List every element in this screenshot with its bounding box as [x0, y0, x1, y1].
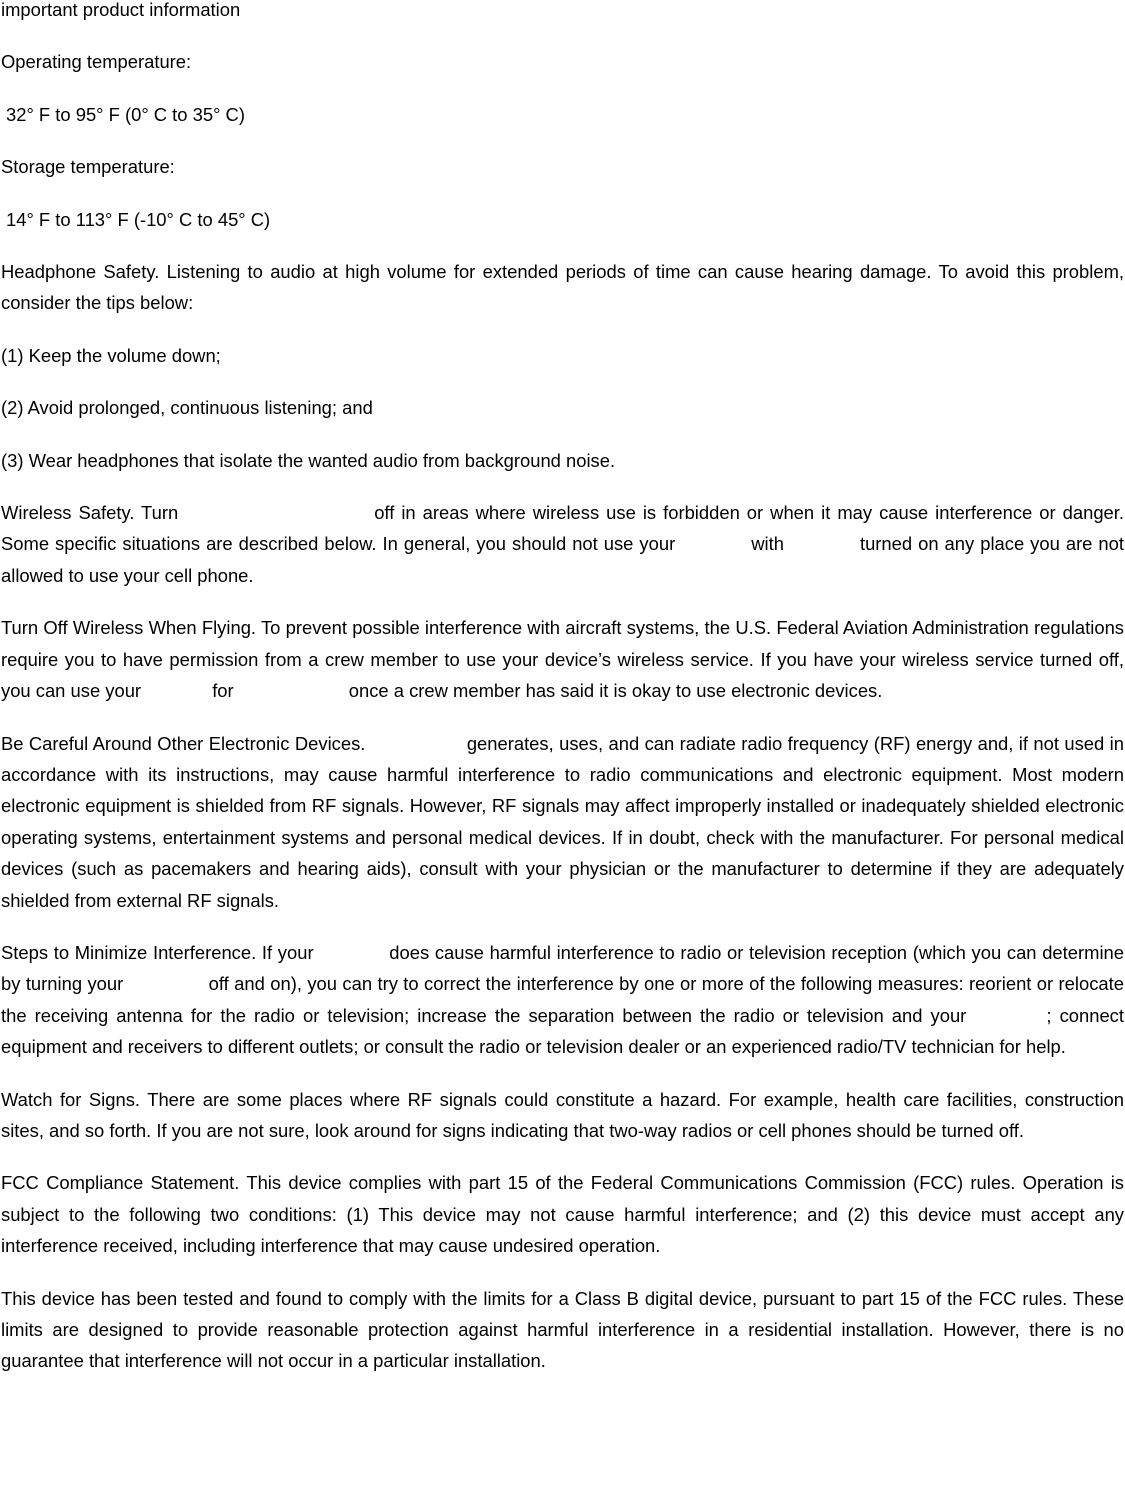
flying-text-a: Turn Off Wireless When Flying. To prevent possible interference with aircraft systems, the U.S. Federal Aviation Administration regulations require you to have permission from a crew member to use your device’s wireless service. If you have your wireless service turned off, you can use your [1, 617, 1124, 702]
document-heading: important product information [1, 0, 241, 20]
steps-text-b: does cause harmful interference to radio or television reception (which you can determine by turning your [1, 941, 1124, 995]
fcc-compliance-paragraph: FCC Compliance Statement. This device complies with part 15 of the Federal Communications Commission (FCC) rules. Operation is subject to the following two conditions: (1) This device may not cause harmful interference; and (2) this device must accept any interference received, including interference that may cause undesired operation. [1, 1172, 1124, 1257]
tip-3: (3) Wear headphones that isolate the wanted audio from background noise. [1, 449, 616, 471]
operating-temperature-label: Operating temperature: [1, 51, 192, 73]
careful-text-b: generates, uses, and can radiate radio frequency (RF) energy and, if not used in accordance with its instructions, may cause harmful interference to radio communications and electronic equipment. Most modern electronic equipment is shielded from RF signals. However, RF signals may affect improperly installed or inadequately shielded electronic operating systems, entertainment systems and personal medical devices. If in doubt, check with the manufacturer. For personal medical devices (such as pacemakers and hearing aids), consult with your physician or the manufacturer to determine if they are adequately shielded from external RF signals. [1, 732, 1124, 911]
steps-text-a: Steps to Minimize Interference. If your [1, 941, 314, 963]
operating-temperature-range: 32° F to 95° F (0° C to 35° C) [6, 103, 245, 125]
wireless-safety-paragraph [1, 497, 1124, 591]
flying-paragraph [1, 612, 1124, 706]
wireless-safety-text-c: with [751, 533, 784, 555]
wireless-safety-text-b: off in areas where wireless use is forbidden or when it may cause interference or danger. Some specific situations are described below. In general, you should not use your [1, 502, 1124, 555]
steps-text-d: ; connect equipment and receivers to different outlets; or consult the radio or television dealer or an experienced radio/TV technician for help. [1, 1004, 1124, 1058]
storage-temperature-label: Storage temperature: [1, 156, 175, 178]
tip-2: (2) Avoid prolonged, continuous listening; and [1, 397, 373, 419]
steps-text-c: off and on), you can try to correct the interference by one or more of the following measures: reorient or relocate the receiving antenna for the radio or television; increase the separation between the radio or television and your [1, 973, 1124, 1026]
careful-text-a: Be Careful Around Other Electronic Devices. [1, 732, 366, 754]
watch-for-signs-paragraph: Watch for Signs. There are some places where RF signals could constitute a hazard. For example, health care facilities, construction sites, and so forth. If you are not sure, look around for signs indicating that two-way radios or cell phones should be turned off. [1, 1088, 1124, 1141]
minimize-interference-paragraph [1, 937, 1124, 1063]
wireless-safety-text-d: turned on any place you are not allowed to use your cell phone. [1, 533, 1124, 586]
storage-temperature-range: 14° F to 113° F (-10° C to 45° C) [6, 208, 271, 230]
flying-text-c: once a crew member has said it is okay to use electronic devices. [348, 680, 883, 702]
class-b-paragraph: This device has been tested and found to comply with the limits for a Class B digital device, pursuant to part 15 of the FCC rules. These limits are designed to provide reasonable protection against harmful interference in a residential installation. However, there is no guarantee that interference will not occur in a particular installation. [1, 1287, 1124, 1372]
electronic-devices-paragraph [1, 728, 1124, 916]
headphone-safety-paragraph: Headphone Safety. Listening to audio at high volume for extended periods of time can cause hearing damage. To avoid this problem, consider the tips below: [1, 261, 1124, 314]
flying-text-b: for [212, 680, 234, 702]
tip-1: (1) Keep the volume down; [1, 344, 221, 366]
wireless-safety-text-a: Wireless Safety. Turn [1, 502, 179, 524]
